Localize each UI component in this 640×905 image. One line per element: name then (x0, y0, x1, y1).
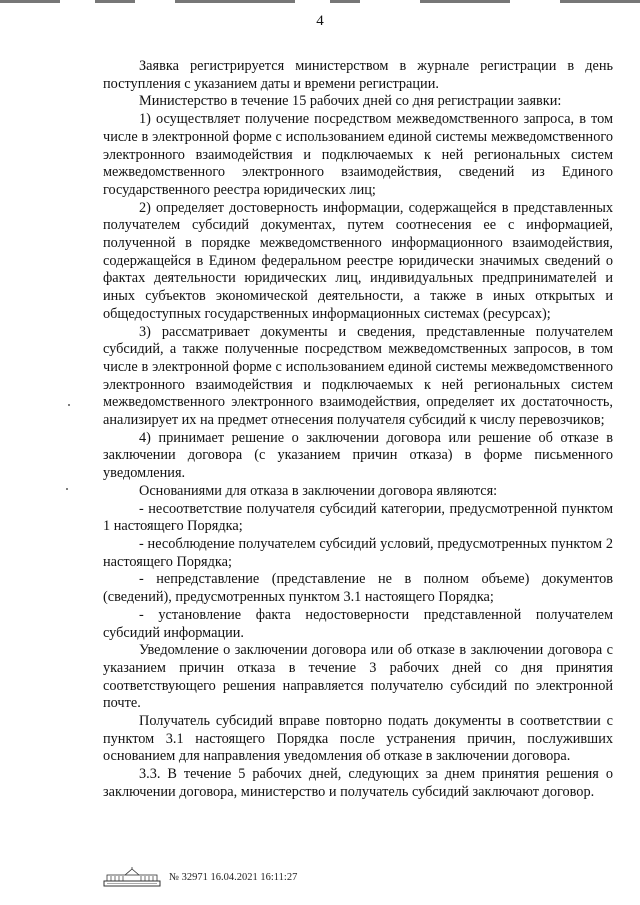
list-item: - непредставление (представление не в полном объеме) документов (сведений), предусмотренных пунктом 3.1 настоящего Порядка; (103, 571, 613, 606)
registration-stamp: № 32971 16.04.2021 16:11:27 (169, 871, 298, 883)
document-body (103, 58, 613, 802)
list-item: - несоблюдение получателем субсидий условий, предусмотренных пунктом 2 настоящего Порядка; (103, 535, 613, 570)
list-item: - несоответствие получателя субсидий категории, предусмотренной пунктом 1 настоящего Порядка; (103, 500, 613, 535)
list-item: - установление факта недостоверности представленной получателем субсидий информации. (103, 606, 613, 641)
paragraph: Получатель субсидий вправе повторно подать документы в соответствии с пунктом 3.1 настоящего Порядка после устранения причин, послуживших основанием для направления уведомления об отказе в заключении договора. (103, 713, 613, 765)
paragraph: Основаниями для отказа в заключении договора являются: (139, 482, 498, 499)
scan-speck (66, 488, 68, 490)
paragraph: 4) принимает решение о заключении договора или решение об отказе в заключении договора (с указанием причин отказа) в форме письменного уведомления. (103, 429, 613, 482)
paragraph: 2) определяет достоверность информации, содержащейся в представленных получателем субсидий документах, путем соотнесения ее с информацией, полученной в порядке межведомственного информационного взаимодействия, содержащейся в Едином федеральном реестре юридически значимых сведений о фактах деятельности юридических лиц, индивидуальных предпринимателей и иных субъектов экономической деятельности, а также в иных открытых и общедоступных государственных информационных системах (ресурсах); (103, 199, 613, 322)
scan-top-edge (0, 0, 640, 5)
footer (103, 866, 297, 888)
page-number: 4 (316, 13, 324, 29)
paragraph: Уведомление о заключении договора или об отказе в заключении договора с указанием причин отказа в течение 3 рабочих дней со дня принятия соответствующего решения направляется получателю субсидий по электронной почте. (103, 642, 613, 712)
paragraph: 3.3. В течение 5 рабочих дней, следующих за днем принятия решения о заключении договора, министерство и получатель субсидий заключают договор. (103, 766, 613, 800)
paragraph: Заявка регистрируется министерством в журнале регистрации в день поступления с указанием даты и времени регистрации. (103, 58, 613, 92)
scan-speck (68, 404, 70, 406)
paragraph: Министерство в течение 15 рабочих дней со дня регистрации заявки: (139, 93, 562, 110)
paragraph: 3) рассматривает документы и сведения, представленные получателем субсидий, а также полученные посредством межведомственных запросов, в том числе в электронной форме с использованием единой системы межведомственного электронного взаимодействия и подключаемых к ней региональных систем межведомственного электронного взаимодействия, определяет их достаточность, анализирует их на предмет отнесения получателя субсидий к числу перевозчиков; (103, 323, 613, 429)
paragraph: 1) осуществляет получение посредством межведомственного запроса, в том числе в электронной форме с использованием единой системы межведомственного электронного взаимодействия и подключаемых к ней региональных систем межведомственного электронного взаимодействия, сведений из Единого государственного реестра юридических лиц; (103, 111, 613, 198)
building-logo-icon (103, 867, 161, 887)
